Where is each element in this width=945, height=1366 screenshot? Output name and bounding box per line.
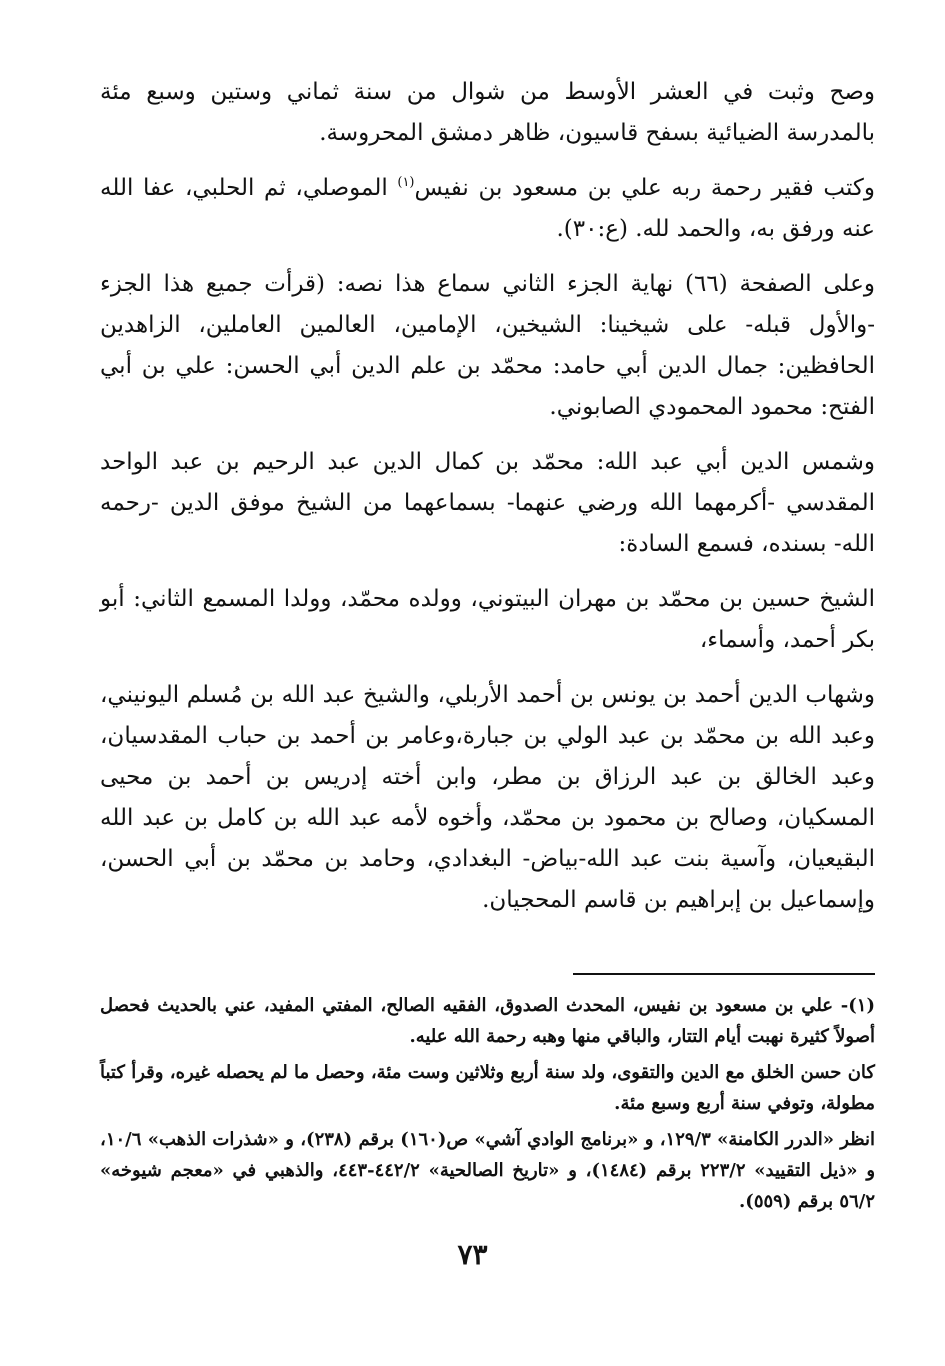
paragraph: وصح وثبت في العشر الأوسط من شوال من سنة ثماني وستين وسبع مئة بالمدرسة الضيائية بسفح قاسيون، ظاهر دمشق المحروسة. [100, 79, 875, 146]
page-number: ٧٣ [457, 1238, 488, 1271]
footnote: كان حسن الخلق مع الدين والتقوى، ولد سنة أربع وثلاثين وست مئة، وحصل ما لم يحصله غيره، وقرأ كتباً مطولة، وتوفي سنة أربع وسبع مئة. [100, 1062, 875, 1114]
footnote-reference: (١) [397, 175, 415, 190]
paragraph: وشمس الدين أبي عبد الله: محمّد بن كمال الدين عبد الرحيم بن عبد الواحد المقدسي -أكرمهما الله ورضي عنهما- بسماعهما من الشيخ موفق الدين -رحمه الله- بسنده، فسمع السادة: [100, 449, 875, 557]
main-text [100, 72, 875, 935]
footnote: (١)- علي بن مسعود بن نفيس، المحدث الصدوق، الفقيه الصالح، المفتي المفيد، عني بالحديث فحصل أصولاً كثيرة نهبت أيام التتار، والباقي منها وهبه رحمة الله عليه. [100, 995, 875, 1047]
paragraph: الشيخ حسين بن محمّد بن مهران البيتوني، وولده محمّد، وولدا المسمع الثاني: أبو بكر أحمد، وأسماء، [100, 586, 875, 653]
scribe-text-end: الموصلي، ثم الحلبي، عفا الله عنه ورفق به، والحمد لله. (ع:٣٠). [100, 175, 875, 242]
paragraph: وشهاب الدين أحمد بن يونس بن أحمد الأربلي، والشيخ عبد الله بن مُسلم اليونيني، وعبد الله بن محمّد بن عبد الولي بن جبارة،وعامر بن أحمد بن حباب المقدسيان، وعبد الخالق بن عبد الرزاق بن مطر، وابن أخته إدريس بن أحمد بن محيى المسكيان، وصالح بن محمود بن محمّد، وأخوه لأمه عبد الله بن كامل بن عبد الله البقيعيان، وآسية بنت عبد الله-بياض- البغدادي، وحامد بن محمّد بن أبي الحسن، وإسماعيل بن إبراهيم بن قاسم المحجيان. [100, 682, 875, 913]
scribe-paragraph [100, 168, 875, 250]
footnotes [100, 990, 875, 1222]
footnote: انظر «الدرر الكامنة» ١٢٩/٣، و «برنامج الوادي آشي» ص(١٦٠) برقم (٢٣٨)، و «شذرات الذهب» ١٠/٦، و «ذيل التقييد» ٢٢٣/٢ برقم (١٤٨٤)، و «تاريخ الصالحية» ٤٤٢/٢-٤٤٣، والذهبي في «معجم شيوخه» ٥٦/٢ برقم (٥٥٩). [100, 1129, 876, 1212]
paragraph: وعلى الصفحة (٦٦) نهاية الجزء الثاني سماع هذا نصه: (قرأت جميع هذا الجزء -والأول قبله- على شيخينا: الشيخين، الإمامين، العالمين العاملين، الزاهدين الحافظين: جمال الدين أبي حامد: محمّد بن علم الدين أبي الحسن: علي بن أبي الفتح: محمود المحمودي الصابوني. [100, 271, 875, 420]
scribe-text-start: وكتب فقير رحمة ربه علي بن مسعود بن نفيس [414, 175, 875, 201]
footnote-divider [573, 973, 875, 975]
